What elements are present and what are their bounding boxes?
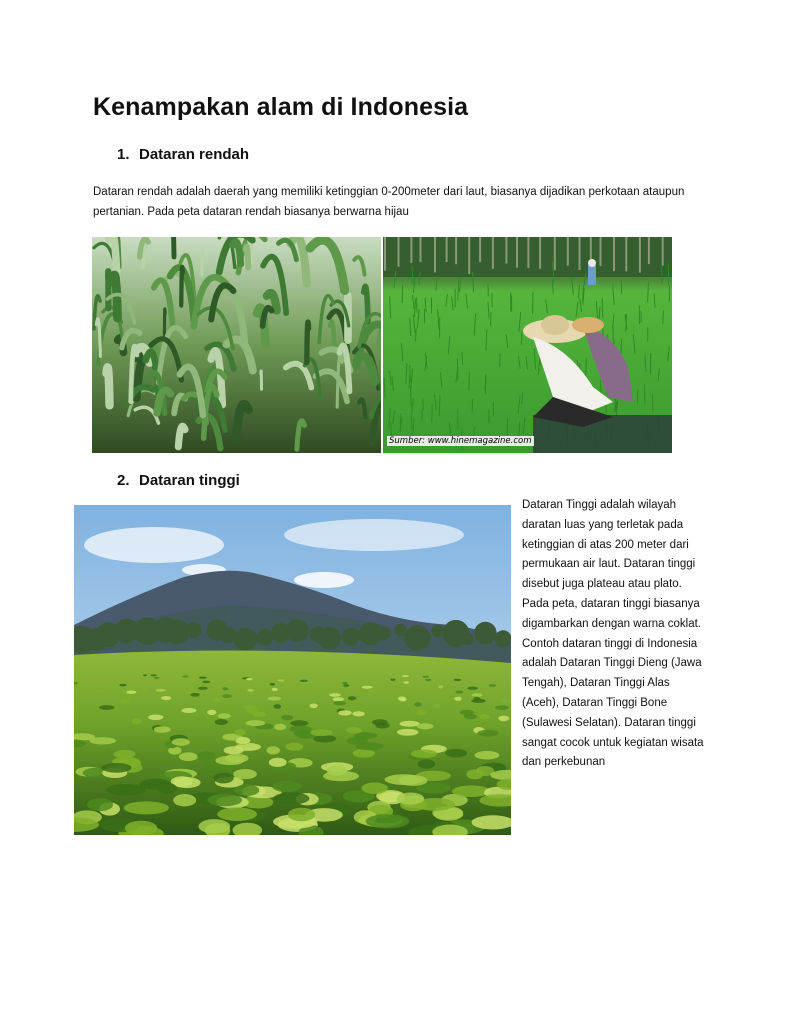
paragraph-dataran-tinggi: Dataran Tinggi adalah wilayah daratan luas yang terletak pada ketinggian di atas 200 meter dari permukaan air laut. Dataran tinggi disebut juga plateau atau plato. Pada peta, dataran tinggi biasanya digambarkan dengan warna coklat. Contoh dataran tinggi di Indonesia adalah Dataran Tinggi Dieng (Jawa Tengah), Dataran Tinggi Alas (Aceh), Dataran Tinggi Bone (Sulawesi Selatan). Dataran tinggi sangat cocok untuk kegiatan wisata dan perkebunan: [522, 499, 704, 769]
rice-field-image: [383, 237, 672, 453]
corn-field-image: [92, 237, 381, 453]
section-heading-dataran-rendah: [117, 146, 249, 163]
image-source-caption: Sumber: www.hinemagazine.com: [389, 436, 532, 446]
section-heading-text: Dataran rendah: [139, 146, 250, 163]
paragraph-dataran-rendah: Dataran rendah adalah daerah yang memiliki ketinggian 0-200meter dari laut, biasanya dijadikan perkotaan ataupun pertanian. Pada peta dataran rendah biasanya berwarna hijau: [93, 186, 685, 218]
distant-person: [588, 259, 596, 285]
section-heading-text: Dataran tinggi: [139, 472, 240, 489]
page-title: Kenampakan alam di Indonesia: [93, 93, 469, 121]
tea-plantation-mountain-image: [74, 505, 511, 835]
section-number: 1.: [117, 146, 130, 163]
section-heading-dataran-tinggi: [117, 472, 240, 489]
section-number: 2.: [117, 472, 130, 489]
